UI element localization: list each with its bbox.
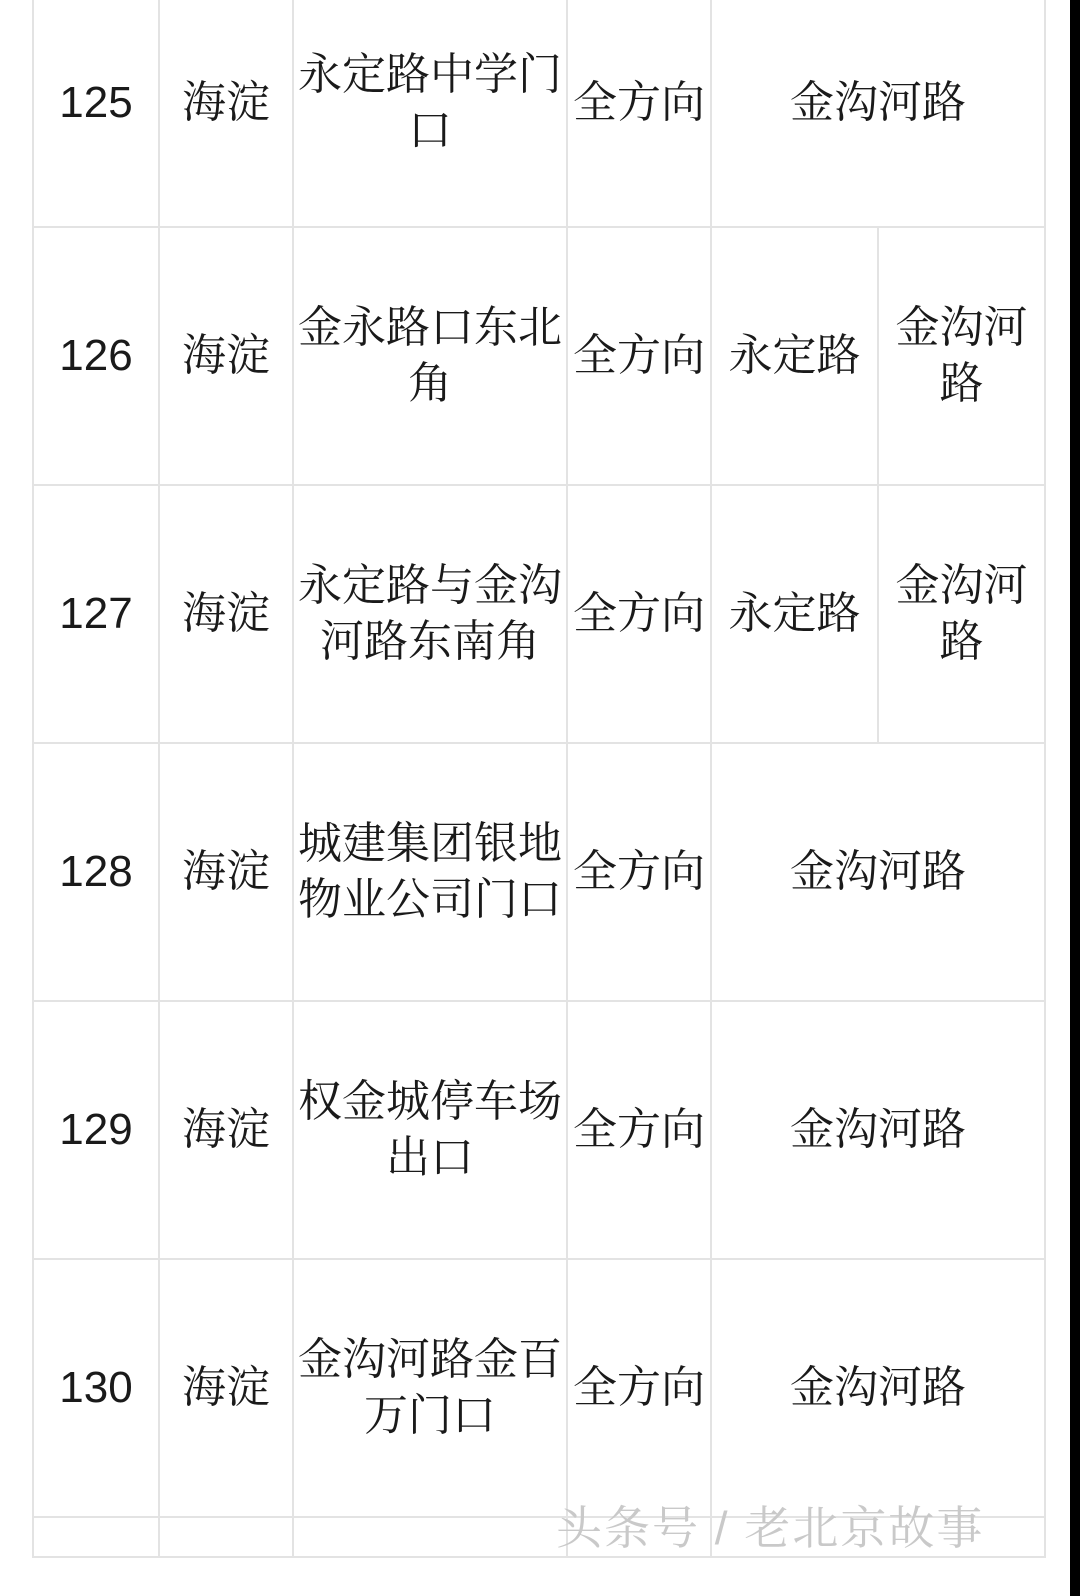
table-row xyxy=(33,227,1045,485)
cell-number: 126 xyxy=(33,227,159,485)
cell-place: 权金城停车场出口 xyxy=(293,1001,567,1259)
cell-road: 金沟河路 xyxy=(711,743,1045,1001)
cell-place: 金永路口东北角 xyxy=(293,227,567,485)
cell-road: 金沟河路 xyxy=(711,1001,1045,1259)
cell-district: 海淀 xyxy=(159,1001,293,1259)
cell-road: 金沟河路 xyxy=(878,227,1045,485)
cell-direction: 全方向 xyxy=(567,1001,711,1259)
cell-road: 金沟河路 xyxy=(878,485,1045,743)
cell-number: 129 xyxy=(33,1001,159,1259)
cell-district: 海淀 xyxy=(159,227,293,485)
cell-place xyxy=(293,1517,567,1557)
table-row xyxy=(33,1001,1045,1259)
table-row xyxy=(33,1259,1045,1517)
table-row xyxy=(33,485,1045,743)
cell-road: 金沟河路 xyxy=(711,1259,1045,1517)
cell-place: 永定路中学门口 xyxy=(293,0,567,227)
table-row xyxy=(33,0,1045,227)
cell-road: 永定路 xyxy=(711,227,878,485)
cell-road: 金沟河路 xyxy=(711,0,1045,227)
cell-district xyxy=(159,1517,293,1557)
watermark: 头条号 / 老北京故事 xyxy=(556,1502,985,1554)
cell-direction: 全方向 xyxy=(567,227,711,485)
cell-district: 海淀 xyxy=(159,0,293,227)
cell-place: 永定路与金沟河路东南角 xyxy=(293,485,567,743)
cell-number: 125 xyxy=(33,0,159,227)
cell-road: 永定路 xyxy=(711,485,878,743)
cell-number xyxy=(33,1517,159,1557)
cell-number: 130 xyxy=(33,1259,159,1517)
cell-district: 海淀 xyxy=(159,1259,293,1517)
cell-place: 城建集团银地物业公司门口 xyxy=(293,743,567,1001)
cell-direction: 全方向 xyxy=(567,485,711,743)
cell-direction: 全方向 xyxy=(567,743,711,1001)
cell-number: 128 xyxy=(33,743,159,1001)
cell-direction: 全方向 xyxy=(567,0,711,227)
cell-district: 海淀 xyxy=(159,485,293,743)
locations-table xyxy=(32,0,1046,1558)
page-bottom-mask xyxy=(0,1586,1080,1596)
table-container xyxy=(32,0,1028,1558)
cell-district: 海淀 xyxy=(159,743,293,1001)
cell-number: 127 xyxy=(33,485,159,743)
table-row xyxy=(33,743,1045,1001)
cell-place: 金沟河路金百万门口 xyxy=(293,1259,567,1517)
page-right-edge xyxy=(1070,0,1080,1596)
cell-direction: 全方向 xyxy=(567,1259,711,1517)
